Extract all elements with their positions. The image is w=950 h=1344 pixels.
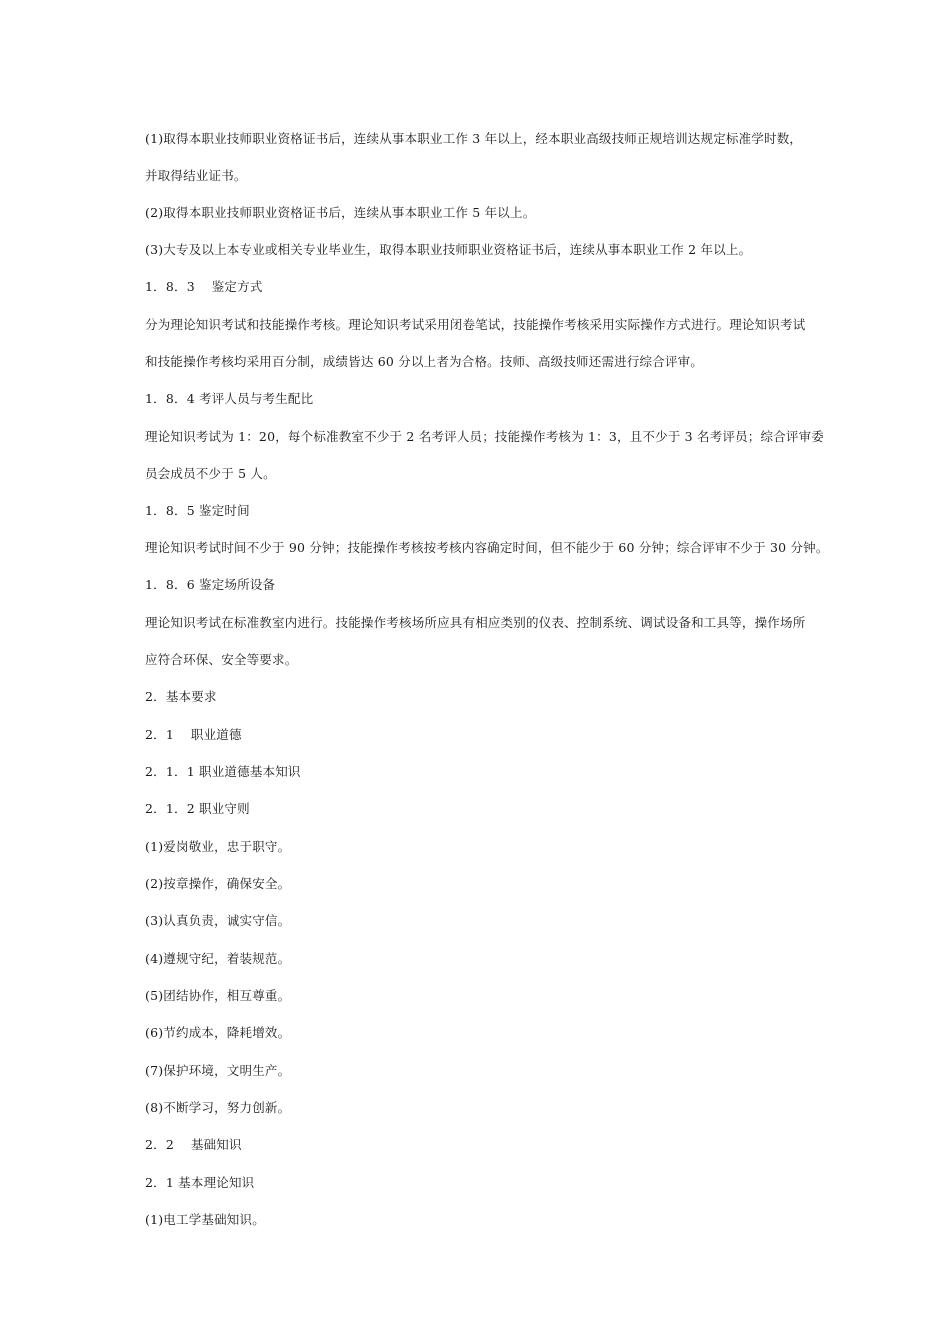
text-line-1: (1)取得本职业技师职业资格证书后，连续从事本职业工作 3 年以上，经本职业高级技师正规培训达规定标准学时数， [145, 131, 803, 146]
list-item-2: (2)按章操作，确保安全。 [145, 876, 291, 891]
section-heading-2-1-2: 2．1．2 职业守则 [145, 801, 250, 816]
section-heading-2-1-1: 2．1．1 职业道德基本知识 [145, 764, 301, 779]
list-item-1: (1)爱岗敬业，忠于职守。 [145, 839, 291, 854]
text-line-7: 和技能操作考核均采用百分制，成绩皆达 60 分以上者为合格。技师、高级技师还需进行综合评审。 [145, 354, 704, 369]
section-heading-1-8-3: 1．8．3 鉴定方式 [145, 279, 263, 294]
section-heading-1-8-6: 1．8．6 鉴定场所设备 [145, 577, 276, 592]
section-heading-1-8-5: 1．8．5 鉴定时间 [145, 503, 250, 518]
text-line-10: 员会成员不少于 5 人。 [145, 466, 276, 481]
text-line-15: 应符合环保、安全等要求。 [145, 652, 298, 667]
text-line-9: 理论知识考试为 1：20，每个标准教室不少于 2 名考评人员；技能操作考核为 1：3，且不少于 3 名考评员；综合评审委 [145, 429, 825, 444]
section-heading-2-1: 2．1 职业道德 [145, 727, 242, 742]
list-item-3: (3)认真负责，诚实守信。 [145, 913, 291, 928]
text-line-2: 并取得结业证书。 [145, 168, 247, 183]
section-heading-2-2: 2．2 基础知识 [145, 1137, 242, 1152]
list-item-8: (8)不断学习，努力创新。 [145, 1100, 291, 1115]
text-line-6: 分为理论知识考试和技能操作考核。理论知识考试采用闭卷笔试，技能操作考核采用实际操作方式进行。理论知识考试 [145, 317, 806, 332]
section-heading-1-8-4: 1．8．4 考评人员与考生配比 [145, 391, 314, 406]
text-line-3: (2)取得本职业技师职业资格证书后，连续从事本职业工作 5 年以上。 [145, 205, 536, 220]
list-item-4: (4)遵规守纪，着装规范。 [145, 951, 291, 966]
list-item-5: (5)团结协作，相互尊重。 [145, 988, 291, 1003]
text-line-12: 理论知识考试时间不少于 90 分钟；技能操作考核按考核内容确定时间，但不能少于 60 分钟；综合评审不少于 30 分钟。 [145, 540, 829, 555]
section-heading-2: 2．基本要求 [145, 689, 217, 704]
list-item-6: (6)节约成本，降耗增效。 [145, 1025, 291, 1040]
list-item-electrical: (1)电工学基础知识。 [145, 1212, 265, 1227]
list-item-7: (7)保护环境，文明生产。 [145, 1063, 291, 1078]
section-heading-2-1-basic: 2．1 基本理论知识 [145, 1175, 255, 1190]
text-line-14: 理论知识考试在标准教室内进行。技能操作考核场所应具有相应类别的仪表、控制系统、调试设备和工具等，操作场所 [145, 615, 806, 630]
text-line-4: (3)大专及以上本专业或相关专业毕业生，取得本职业技师职业资格证书后，连续从事本职业工作 2 年以上。 [145, 242, 752, 257]
